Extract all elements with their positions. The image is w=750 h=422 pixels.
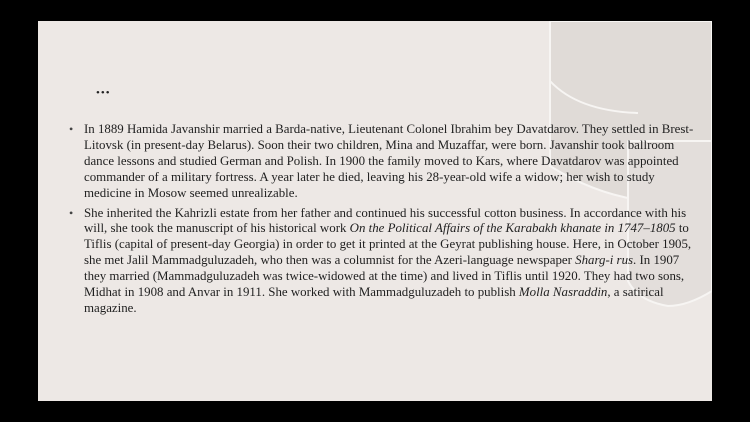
bullet-marker: • [69, 122, 74, 136]
book-title: On the Political Affairs of the Karabakh khanate in 1747–1805 [349, 221, 676, 236]
paragraph-text: In 1889 Hamida Javanshir married a Barda-native, Lieutenant Colonel Ibrahim bey Davatdarov. They settled in Brest-Litovsk (in present-day Belarus). Soon their two children, Mina and Muzaffar, were born. Javanshir took ballroom dance lessons and studied German and Polish. In 1900 the family moved to Kars, where Davatdarov was appointed commander of a military fortress. A year later he died, leaving his 28-year-old wife a widow; her wish to study medicine in Mosow seemed unrealizable. [84, 122, 694, 200]
text-segment: , a satirical magazine. [84, 285, 664, 315]
bullet-marker: • [69, 205, 74, 220]
slide [38, 21, 712, 401]
list-item [68, 206, 700, 317]
header-marker: ••• [96, 87, 111, 99]
newspaper-title: Sharg-i rus [575, 253, 634, 268]
text-segment: to Tiflis (capital of present-day Georgia) in order to get it printed at the Geyrat publishing house. Here, in October 1905, she met Jalil Mammadguluzadeh, who then was a columnist for the Azeri-language newspaper [84, 221, 692, 268]
text-segment: . In 1907 they married (Mammadguluzadeh was twice-widowed at the time) and lived in Tiflis until 1920. They had two sons, Midhat in 1908 and Anvar in 1911. She worked with Mammadguluzadeh to publish [84, 253, 685, 300]
slide-body [68, 122, 700, 321]
paragraph-text [84, 206, 691, 315]
bullet-list [68, 122, 700, 317]
magazine-title: Molla Nasraddin [518, 285, 608, 300]
text-segment: She inherited the Kahrizli estate from her father and continued his successful cotton business. In accordance with his will, she took the manuscript of his historical work [84, 205, 687, 236]
list-item [68, 122, 700, 202]
